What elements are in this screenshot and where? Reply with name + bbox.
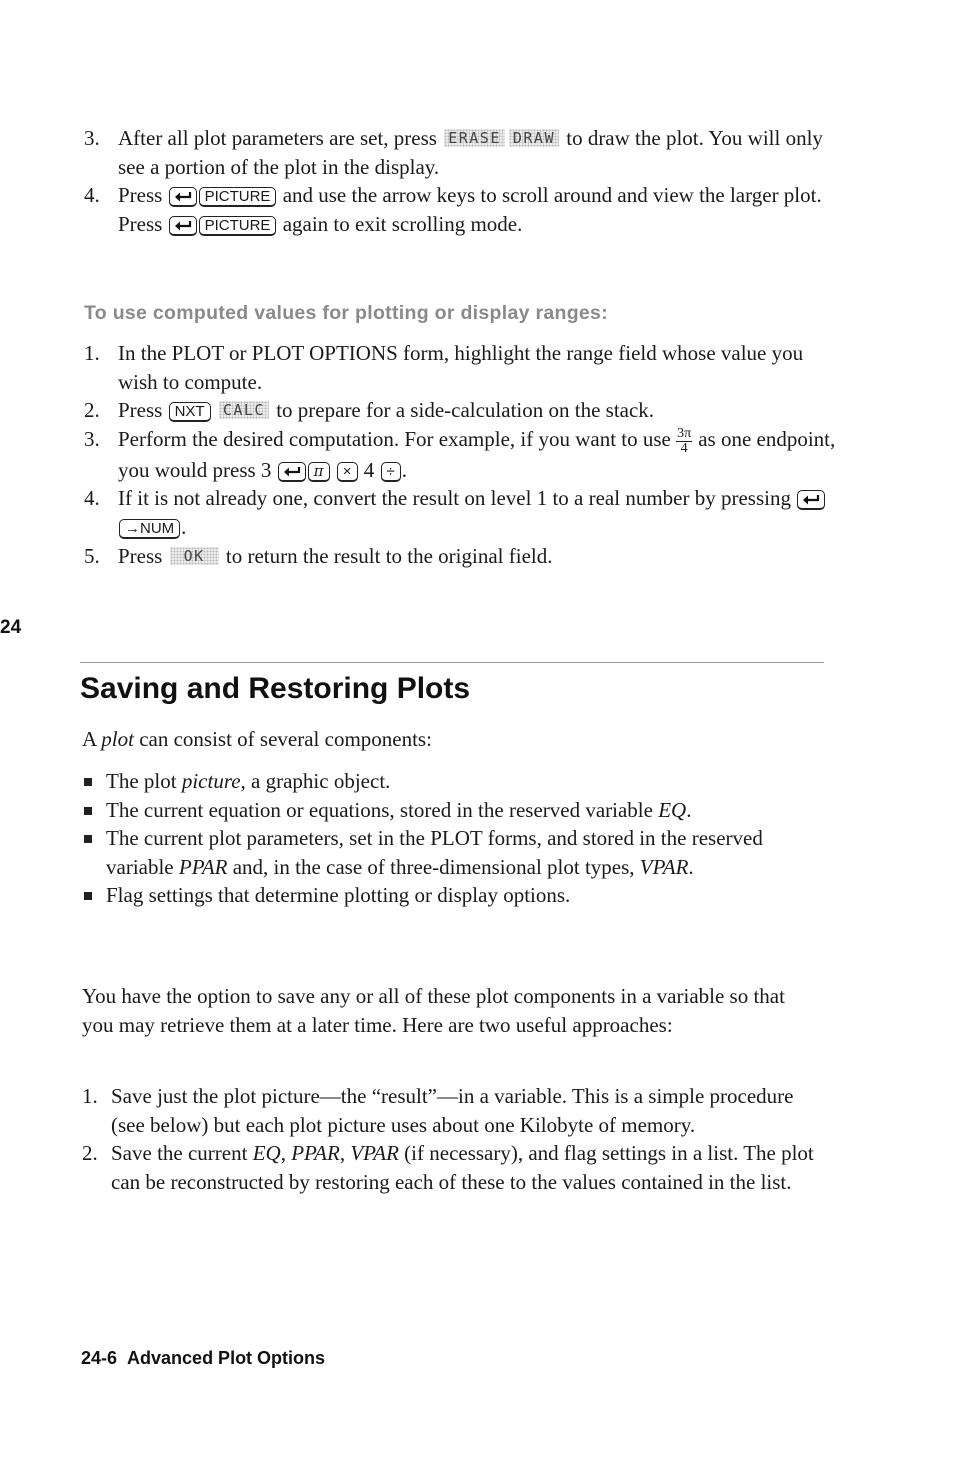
bullet-text: The current equation or equations, stored in the reserved variable xyxy=(106,797,653,822)
step-number: 1. xyxy=(84,341,100,365)
left-shift-key-icon xyxy=(278,462,306,482)
bullet-icon xyxy=(84,807,92,815)
step-emphasis: VPAR xyxy=(350,1141,399,1166)
list-item xyxy=(84,542,844,571)
step-emphasis: PPAR xyxy=(291,1141,340,1166)
list-item xyxy=(84,425,844,485)
bullet-text: . xyxy=(688,854,694,879)
step-number: 3. xyxy=(84,126,100,150)
bottom-step-list xyxy=(82,1082,827,1196)
calc-menu-key: CALC xyxy=(219,401,269,419)
step-text: Press xyxy=(118,398,163,423)
list-item xyxy=(84,124,834,181)
step-text: to prepare for a side-calculation on the stack. xyxy=(276,398,655,423)
list-item xyxy=(84,484,844,541)
bullet-text: The current plot parameters, set in the PLOT forms, and stored in the reserved variable xyxy=(106,826,763,879)
top-steps xyxy=(84,124,834,238)
pi-key: π xyxy=(308,462,330,482)
bullet-text: and, in the case of three-dimensional plot types, xyxy=(232,854,635,879)
footer-page-number: 24-6 xyxy=(81,1348,118,1368)
bullet-icon xyxy=(84,778,92,786)
step-text: and use the arrow keys to scroll around and view the larger plot. Press xyxy=(118,183,822,236)
step-text: . xyxy=(401,457,408,482)
step-text: , xyxy=(339,1141,346,1166)
step-text: If it is not already one, convert the result on level 1 to a real number by pressing xyxy=(118,486,791,511)
step-text: Save the current xyxy=(111,1141,248,1166)
step-number: 3. xyxy=(84,426,100,451)
step-text: , xyxy=(280,1141,286,1166)
step-text: to draw the plot. You will only see a portion of the plot in the display. xyxy=(118,126,823,179)
step-text: Save just the plot picture—the “result”—in a variable. This is a simple procedure (see below) but each plot picture uses about one Kilobyte of memory. xyxy=(111,1084,794,1137)
intro-text: can consist of several components: xyxy=(139,727,432,751)
num-key: →NUM xyxy=(119,519,180,539)
step-text: . xyxy=(181,514,187,539)
bullet-text: The plot xyxy=(106,769,177,793)
step-text: In the PLOT or PLOT OPTIONS form, highlight the range field whose value you wish to compute. xyxy=(118,341,804,394)
step-text: 4 xyxy=(363,457,375,482)
bullet-icon xyxy=(84,835,92,843)
sub-heading: To use computed values for plotting or display ranges: xyxy=(84,302,608,324)
fraction-denominator: 4 xyxy=(680,440,688,456)
page-footer xyxy=(81,1348,325,1369)
step-number: 4. xyxy=(84,486,100,511)
step-number: 2. xyxy=(82,1141,98,1166)
footer-section-name: Advanced Plot Options xyxy=(127,1348,326,1368)
bullet-emphasis: VPAR xyxy=(639,854,689,879)
left-shift-key-icon xyxy=(169,216,197,236)
approach-paragraph: You have the option to save any or all of these plot components in a variable so that you may retrieve them at a later time. Here are two useful approaches: xyxy=(82,984,785,1037)
bullet-text: Flag settings that determine plotting or display options. xyxy=(106,883,571,908)
step-text: as one endpoint, you would press 3 xyxy=(118,426,836,482)
bullet-text: , a graphic object. xyxy=(240,769,391,793)
bullet-emphasis: picture xyxy=(181,769,241,793)
erase-menu-key: ERASE xyxy=(444,129,505,147)
step-number: 5. xyxy=(84,543,100,568)
list-item xyxy=(82,824,822,881)
step-text: After all plot parameters are set, press xyxy=(118,126,437,150)
bullet-list xyxy=(82,767,822,910)
intro-text: A xyxy=(82,727,97,751)
list-item xyxy=(84,339,844,396)
list-item xyxy=(82,881,822,910)
bottom-steps xyxy=(82,1082,827,1196)
multiply-key: × xyxy=(337,462,358,482)
intro-emphasis: plot xyxy=(101,727,134,751)
left-shift-key-icon xyxy=(797,490,825,510)
picture-key: PICTURE xyxy=(199,187,277,207)
left-shift-key-icon xyxy=(169,187,197,207)
step-text: Press xyxy=(118,543,163,568)
step-text: (if necessary), and flag settings in a list. The plot can be reconstructed by restoring each of these to the values contained in the list. xyxy=(111,1141,814,1194)
component-bullets xyxy=(82,767,822,910)
list-item xyxy=(82,1139,827,1196)
fraction-numerator: 3π xyxy=(677,425,692,441)
chapter-number: 24 xyxy=(0,617,22,638)
list-item xyxy=(82,796,822,825)
mid-step-list xyxy=(84,339,844,570)
step-text: to return the result to the original field. xyxy=(225,543,553,568)
list-item xyxy=(82,767,822,796)
list-item xyxy=(82,1082,827,1139)
draw-menu-key: DRAW xyxy=(509,129,559,147)
step-number: 4. xyxy=(84,183,100,208)
nxt-key: NXT xyxy=(169,402,211,422)
list-item xyxy=(84,396,844,425)
mid-steps xyxy=(84,339,844,570)
step-number: 1. xyxy=(82,1084,98,1108)
step-number: 2. xyxy=(84,398,100,423)
fraction xyxy=(676,427,692,456)
bullet-emphasis: PPAR xyxy=(178,854,228,879)
step-text: Perform the desired computation. For example, if you want to use xyxy=(118,426,671,451)
bullet-emphasis: EQ xyxy=(658,797,687,822)
picture-key: PICTURE xyxy=(199,216,277,236)
top-step-list xyxy=(84,124,834,238)
step-text: again to exit scrolling mode. xyxy=(282,211,523,236)
bullet-icon xyxy=(84,892,92,900)
ok-menu-key: OK xyxy=(170,547,219,565)
divide-key: ÷ xyxy=(381,462,401,482)
section-divider xyxy=(80,662,824,663)
bullet-text: . xyxy=(686,797,692,822)
step-emphasis: EQ xyxy=(252,1141,281,1166)
step-text: Press xyxy=(118,183,163,208)
list-item xyxy=(84,181,834,238)
section-title: Saving and Restoring Plots xyxy=(80,672,471,705)
intro-paragraph xyxy=(82,725,842,754)
